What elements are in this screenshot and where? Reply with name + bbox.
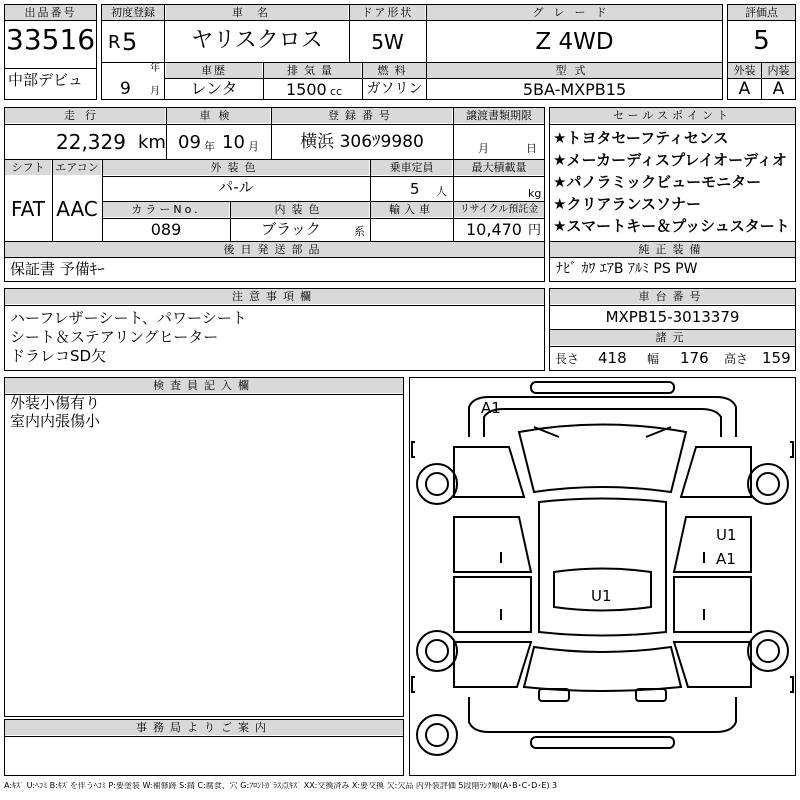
shift-label: シフト [5, 160, 51, 175]
recycle-fee: 10,470 [466, 220, 522, 239]
color-no: 089 [150, 220, 182, 239]
door-type: 5W [371, 30, 404, 54]
inspection-year-unit: 年 [204, 140, 215, 153]
lot-no-label: 出品番号 [5, 5, 96, 20]
car-name: ヤリスクロス [191, 28, 323, 53]
inspector-label: 検査員記入欄 [5, 378, 403, 393]
sales-item: ★スマートキー＆プッシュスタート [553, 217, 790, 235]
damage-mark-side: U1 [716, 526, 737, 544]
month: 9 [120, 79, 131, 99]
height-label: 高さ [724, 352, 749, 366]
later-parts-label: 後日発送部品 [5, 242, 544, 257]
interior-color-unit: 系 [354, 225, 365, 238]
displacement: 1500 [286, 80, 327, 99]
fuel: ガソリン [366, 81, 423, 97]
ac-label: エアコン [53, 160, 101, 175]
score-label: 評価点 [728, 5, 795, 20]
note-line: ハーフレザーシート、パワーシート [10, 309, 247, 327]
displacement-label: 排気量 [264, 63, 361, 78]
width-label: 幅 [647, 352, 660, 366]
inspector-line: 室内内張傷小 [10, 412, 101, 430]
month-unit: 月 [150, 86, 160, 97]
damage-mark-front: A1 [481, 399, 501, 417]
later-parts: 保証書 予備ｷｰ [10, 260, 105, 278]
note-line: ドラレコSD欠 [10, 347, 107, 365]
year: 5 [122, 28, 138, 56]
transfer-label: 譲渡書類期限 [454, 108, 544, 123]
sales-item: ★トヨタセーフティセンス [553, 129, 729, 147]
notes-label: 注意事項欄 [5, 289, 544, 304]
history-label: 車歴 [166, 63, 262, 78]
model: 5BA-MXPB15 [522, 80, 627, 99]
displacement-unit: cc [330, 85, 343, 98]
recycle-label: リサイクル預託金 [454, 202, 544, 217]
door-label: ドア形状 [350, 5, 425, 20]
int-label: 内装 [762, 63, 795, 78]
inspection-year: 09 [178, 132, 201, 153]
fuel-label: 燃料 [363, 63, 426, 78]
sales-label: セールスポイント [550, 108, 795, 123]
inspector-line: 外装小傷有り [10, 394, 101, 412]
car-diagram [409, 377, 796, 776]
sales-item: ★パノラミックビューモニター [553, 173, 762, 191]
first-reg-label: 初度登録 [102, 5, 164, 20]
lot-no: 33516 [6, 23, 96, 56]
inspection-label: 車検 [167, 108, 270, 123]
ac: AAC [56, 197, 98, 221]
sales-item: ★メーカーディスプレイオーディオ [553, 151, 787, 169]
chassis-label: 車台番号 [550, 289, 795, 304]
model-label: 型式 [427, 63, 722, 78]
int-color-label: 内装色 [231, 202, 369, 217]
grade-label: グレード [427, 5, 722, 20]
length: 418 [598, 349, 627, 367]
dims-label: 諸元 [550, 330, 795, 345]
office-label: 事務局よりご案内 [5, 720, 403, 735]
mileage-label: 走行 [5, 108, 165, 123]
width: 176 [680, 349, 709, 367]
legend: A:ｷｽﾞ U:ﾍｺﾐ B:ｷｽﾞを伴うﾍｺﾐ P:要塗装 W:補修跡 S:錆 C:腐食、穴 G:ﾌﾛﾝﾄｶﾞﾗｽ点ｷｽﾞ XX:交換済み X:要交換 欠:欠品 内外装評価 5段階ﾗﾝｸ順(A･B･C･D･E) 3 [4, 782, 558, 790]
capacity-label: 乗車定員 [371, 160, 452, 175]
ext-grade: A [738, 79, 751, 99]
inspection-month-unit: 月 [248, 140, 259, 153]
sales-item: ★クリアランスソナー [553, 195, 701, 213]
year-unit: 年 [150, 63, 160, 74]
import-label: 輸入車 [371, 202, 452, 217]
exterior-color: パ-ル [218, 178, 254, 196]
transfer-day-unit: 日 [526, 142, 537, 155]
capacity-unit: 人 [436, 185, 447, 198]
recycle-unit: 円 [528, 223, 542, 238]
damage-mark-roof: U1 [591, 587, 612, 605]
debut-text: 中部デビュ [8, 71, 84, 89]
reg-no-label: 登録番号 [272, 108, 452, 123]
inspection-month: 10 [222, 132, 245, 153]
car-name-label: 車名 [166, 5, 348, 20]
color-label: 外装色 [103, 160, 369, 175]
equipment: ﾅﾋﾞ ｶﾜ ｴｱB ｱﾙﾐ PS PW [556, 261, 698, 277]
int-grade: A [772, 79, 785, 99]
chassis-no: MXPB15-3013379 [605, 308, 740, 326]
ext-label: 外装 [728, 63, 761, 78]
damage-mark-side: A1 [716, 550, 736, 568]
interior-color: ブラック [261, 220, 321, 238]
mileage: 22,329 [56, 130, 126, 154]
score: 5 [753, 26, 770, 56]
equipment-label: 純正装備 [550, 242, 795, 257]
history: レンタ [190, 79, 238, 98]
transfer-month-unit: 月 [478, 142, 489, 155]
shift: FAT [10, 197, 45, 221]
grade: Z 4WD [535, 29, 614, 55]
note-line: シート＆ステアリングヒーター [10, 328, 219, 346]
height: 159 [762, 349, 791, 367]
capacity: 5 [410, 180, 420, 198]
max-load-unit: kg [528, 187, 542, 200]
era: R [108, 32, 121, 53]
color-no-label: カラーNo. [103, 202, 229, 217]
length-label: 長さ [555, 352, 580, 366]
reg-no: 横浜 306ﾂ9980 [300, 132, 424, 152]
max-load-label: 最大積載量 [454, 160, 544, 175]
mileage-unit: km [138, 132, 166, 153]
